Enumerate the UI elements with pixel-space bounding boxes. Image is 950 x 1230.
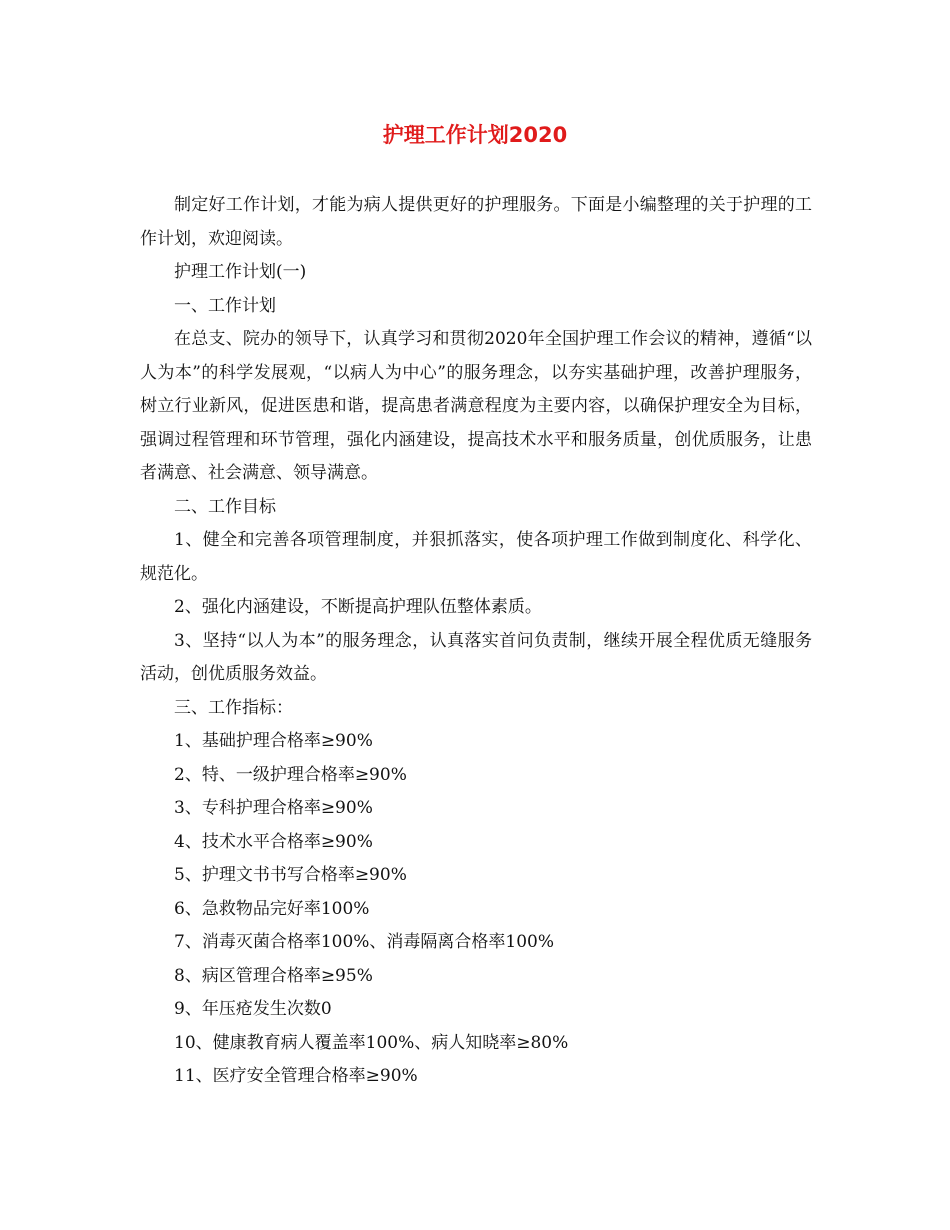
goal-item-2: 2、强化内涵建设，不断提高护理队伍整体素质。: [174, 597, 542, 617]
intro-paragraph: 制定好工作计划，才能为病人提供更好的护理服务。下面是小编整理的关于护理的工作计划，欢迎阅读。: [140, 195, 812, 249]
section-heading-work-goals: 二、工作目标: [174, 496, 276, 517]
document-title: 护理工作计划2020: [382, 123, 568, 147]
plan-heading: 护理工作计划(一): [174, 262, 307, 282]
goal-item-1: 1、健全和完善各项管理制度，并狠抓落实，使各项护理工作做到制度化、科学化、规范化。: [140, 530, 812, 584]
indicator-item-10: 10、健康教育病人覆盖率100%、病人知晓率≥80%: [174, 1032, 569, 1053]
indicator-item-6: 6、急救物品完好率100%: [174, 898, 370, 919]
section-heading-work-plan: 一、工作计划: [174, 295, 276, 316]
indicator-item-11: 11、医疗安全管理合格率≥90%: [174, 1066, 418, 1086]
work-plan-paragraph: 在总支、院办的领导下，认真学习和贯彻2020年全国护理工作会议的精神，遵循“以人为本”的科学发展观，“以病人为中心”的服务理念，以夯实基础护理，改善护理服务，树立行业新风，促进医患和谐，提高患者满意程度为主要内容，以确保护理安全为目标，强调过程管理和环节管理，强化内涵建设，提高技术水平和服务质量，创优质服务，让患者满意、社会满意、领导满意。: [140, 329, 812, 483]
indicator-item-5: 5、护理文书书写合格率≥90%: [174, 865, 407, 885]
indicator-item-1: 1、基础护理合格率≥90%: [174, 731, 373, 751]
section-heading-work-indicators: 三、工作指标：: [174, 697, 293, 718]
document-body: [140, 189, 812, 1094]
indicator-item-3: 3、专科护理合格率≥90%: [174, 798, 373, 818]
indicator-item-4: 4、技术水平合格率≥90%: [174, 831, 373, 852]
indicator-item-2: 2、特、一级护理合格率≥90%: [174, 764, 407, 785]
indicator-item-8: 8、病区管理合格率≥95%: [174, 965, 373, 986]
indicator-item-7: 7、消毒灭菌合格率100%、消毒隔离合格率100%: [174, 932, 555, 952]
goal-item-3: 3、坚持“以人为本”的服务理念，认真落实首问负责制，继续开展全程优质无缝服务活动，创优质服务效益。: [140, 630, 812, 684]
indicator-item-9: 9、年压疮发生次数0: [174, 999, 332, 1019]
